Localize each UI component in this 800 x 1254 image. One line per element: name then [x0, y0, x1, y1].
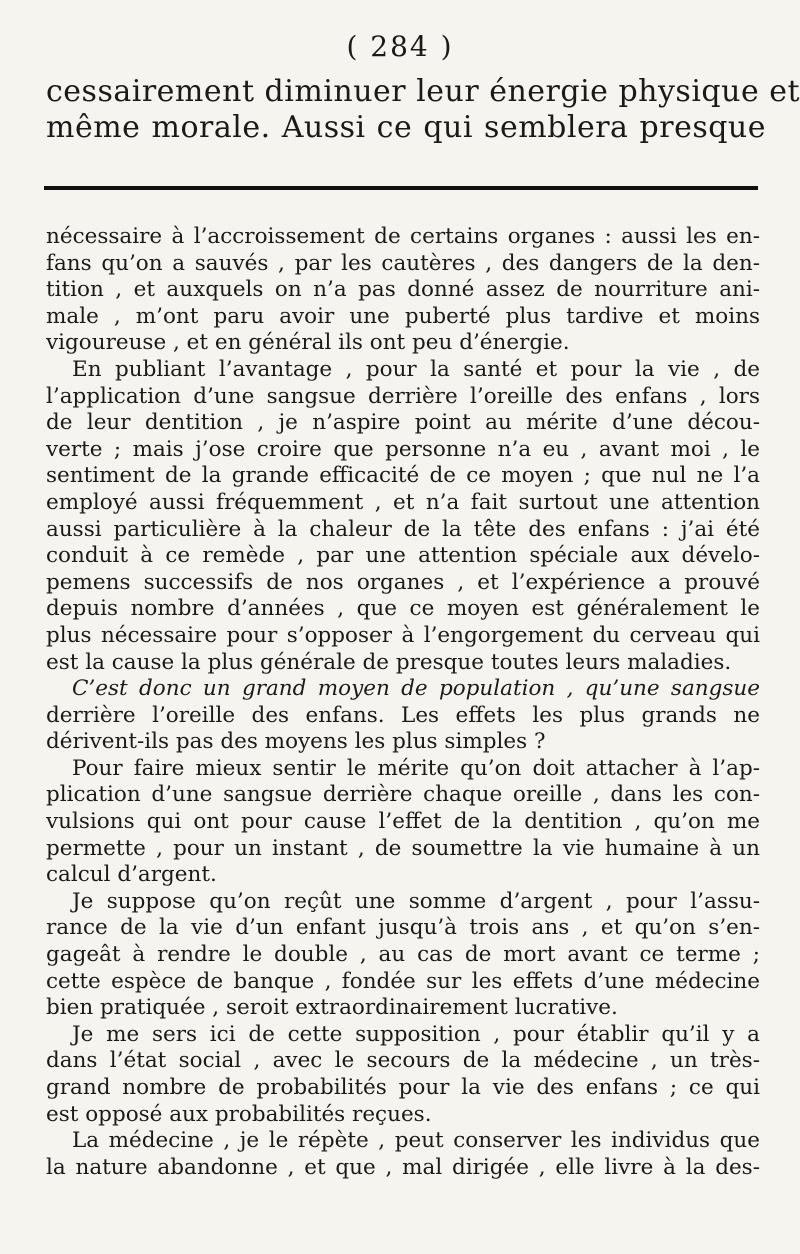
text-line: Je suppose qu’on reçût une somme d’argent , pour l’assu- [72, 888, 760, 914]
text-line: calcul d’argent. [46, 862, 217, 888]
text-line: permette , pour un instant , de soumettre la vie humaine à un [46, 835, 760, 861]
text-line: depuis nombre d’années , que ce moyen est généralement le [46, 596, 760, 622]
text-line: tition , et auxquels on n’a pas donné assez de nourriture ani- [46, 277, 760, 303]
text-line: est la cause la plus générale de presque toutes leurs maladies. [46, 649, 732, 675]
text-line: Pour faire mieux sentir le mérite qu’on doit attacher à l’ap- [72, 755, 760, 781]
text-line: dérivent-ils pas des moyens les plus simples ? [46, 729, 546, 755]
text-line: cette espèce de banque , fondée sur les effets d’une médecine [46, 968, 760, 994]
text-line: vulsions qui ont pour cause l’effet de la dentition , qu’on me [46, 809, 760, 835]
text-line: aussi particulière à la chaleur de la tête des enfans : j’ai été [46, 516, 760, 542]
text-line: En publiant l’avantage , pour la santé et pour la vie , de [72, 356, 760, 382]
header-line: même morale. Aussi ce qui semblera presque [46, 110, 766, 145]
text-line: derrière l’oreille des enfans. Les effets les plus grands ne [46, 702, 760, 728]
text-line: Je me sers ici de cette supposition , pour établir qu’il y a [72, 1021, 760, 1047]
horizontal-rule [44, 186, 758, 190]
text-line: employé aussi fréquemment , et n’a fait surtout une attention [46, 489, 760, 515]
text-line: dans l’état social , avec le secours de la médecine , un très- [46, 1048, 760, 1074]
text-line: fans qu’on a sauvés , par les cautères , des dangers de la den- [46, 250, 760, 276]
text-line: plication d’une sangsue derrière chaque oreille , dans les con- [46, 782, 760, 808]
body-text-block [46, 224, 760, 1181]
text-line: verte ; mais j’ose croire que personne n’a eu , avant moi , le [46, 436, 760, 462]
text-line: C’est donc un grand moyen de population , qu’une sangsue [72, 676, 760, 702]
text-line: conduit à ce remède , par une attention spéciale aux dévelo- [46, 543, 760, 569]
text-line: sentiment de la grande efficacité de ce moyen ; que nul ne l’a [46, 463, 760, 489]
text-line: rance de la vie d’un enfant jusqu’à trois ans , et qu’on s’en- [46, 915, 760, 941]
text-line: la nature abandonne , et que , mal dirigée , elle livre à la des- [46, 1154, 760, 1180]
text-line: nécessaire à l’accroissement de certains organes : aussi les en- [46, 224, 760, 249]
page-number: ( 284 ) [346, 30, 454, 63]
text-line: La médecine , je le répète , peut conserver les individus que [72, 1128, 760, 1154]
header-line: cessairement diminuer leur énergie physique et [46, 74, 800, 109]
header-text-block [46, 74, 800, 146]
text-line: vigoureuse , et en général ils ont peu d’énergie. [46, 330, 570, 356]
text-line: de leur dentition , je n’aspire point au mérite d’une décou- [46, 410, 760, 436]
text-line: gageât à rendre le double , au cas de mort avant ce terme ; [46, 942, 760, 968]
text-line: pemens successifs de nos organes , et l’expérience a prouvé [46, 569, 760, 595]
text-line: est opposé aux probabilités reçues. [46, 1101, 432, 1127]
text-line: grand nombre de probabilités pour la vie des enfans ; ce qui [46, 1075, 760, 1100]
text-line: plus nécessaire pour s’opposer à l’engorgement du cerveau qui [46, 622, 760, 648]
text-line: l’application d’une sangsue derrière l’oreille des enfans , lors [46, 383, 760, 409]
text-line: male , m’ont paru avoir une puberté plus tardive et moins [46, 303, 760, 329]
text-line: bien pratiquée , seroit extraordinairement lucrative. [46, 995, 618, 1021]
